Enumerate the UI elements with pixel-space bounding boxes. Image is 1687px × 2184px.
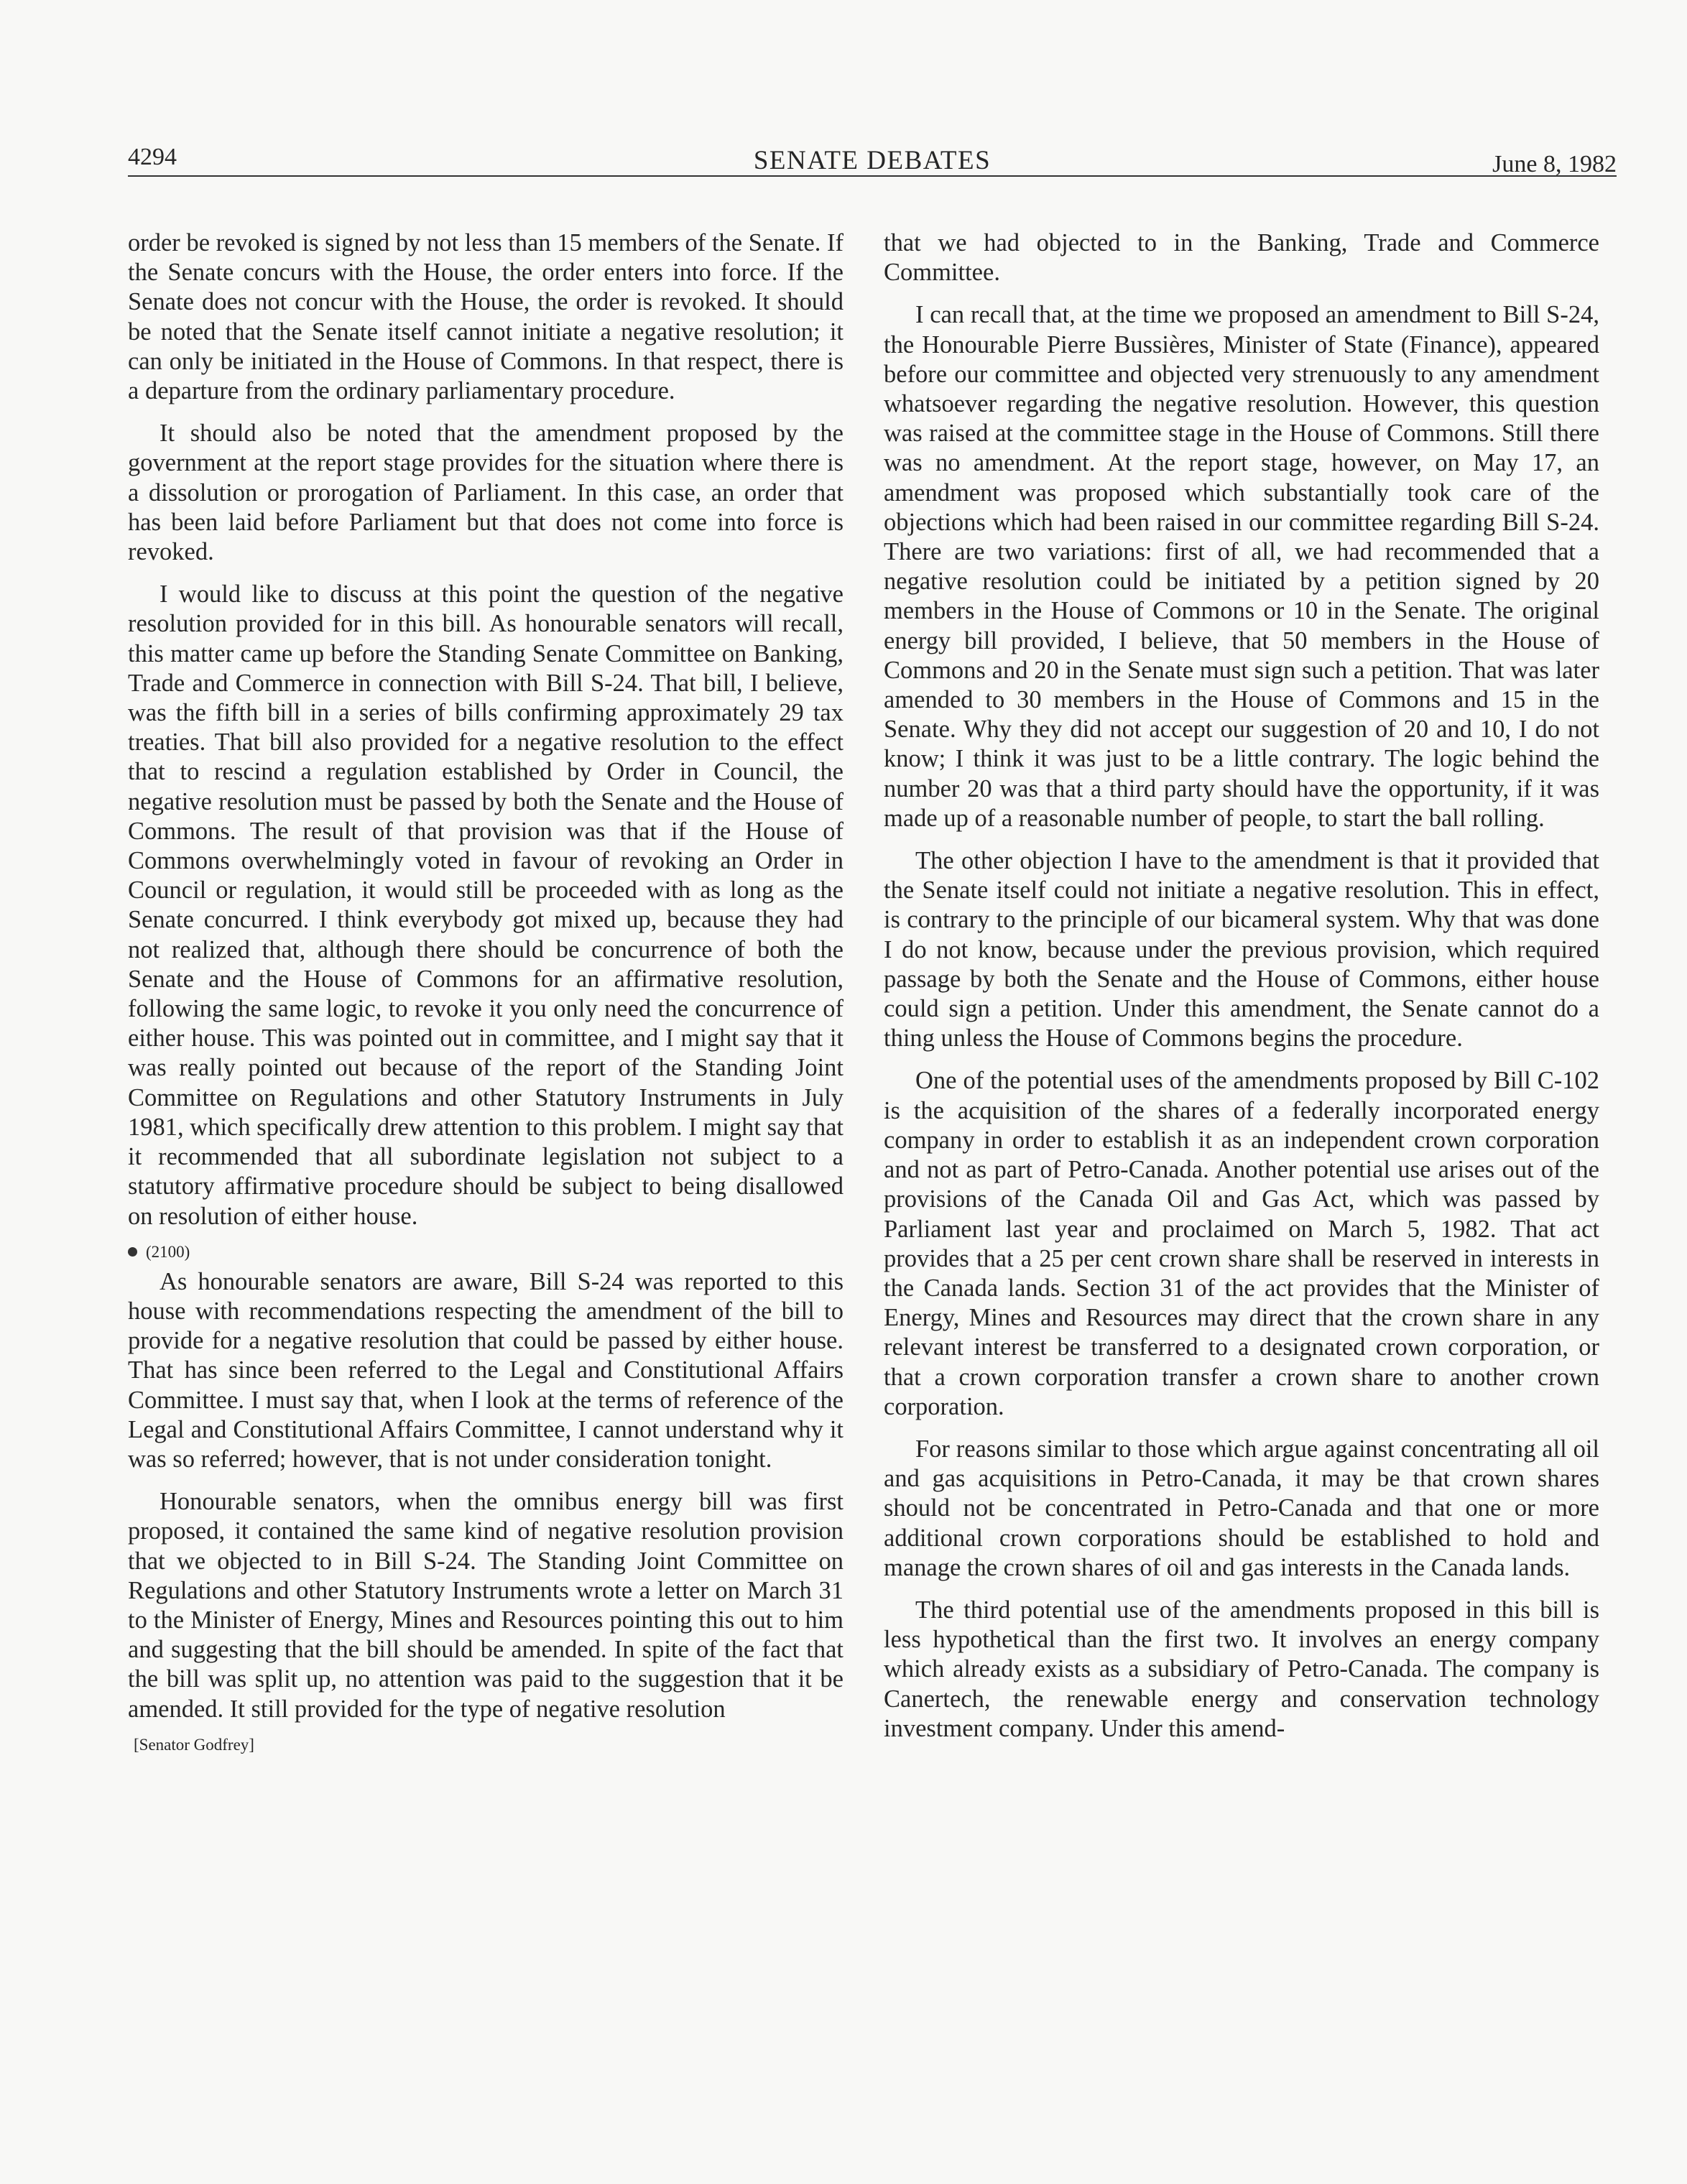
publication-title: SENATE DEBATES	[753, 146, 992, 175]
paragraph: that we had objected to in the Banking, Trade and Commerce Committee.	[884, 229, 1599, 287]
paragraph: The third potential use of the amendments proposed in this bill is less hypothetical than the first two. It involves an energy company which already exists as a subsidiary of Petro-Canada. The company is Canertech, the renewable energy and conservation technology investment company. Under this amend-	[884, 1596, 1599, 1742]
paragraph: The other objection I have to the amendment is that it provided that the Senate itself could not initiate a negative resolution. This in effect, is contrary to the principle of our bicameral system. Why that was done I do not know, because under the previous provision, which required passage by both the Senate and the House of Commons, either house could sign a petition. Under this amendment, the Senate cannot do a thing unless the House of Commons begins the procedure.	[884, 847, 1599, 1052]
time-marker	[128, 1241, 844, 1263]
paragraph: I can recall that, at the time we proposed an amendment to Bill S-24, the Honourable Pierre Bussières, Minister of State (Finance), appeared before our committee and objected very strenuously to any amendment whatsoever regarding the negative resolution. However, this question was raised at the committee stage in the House of Commons. Still there was no amendment. At the report stage, however, on May 17, an amendment was proposed which substantially took care of the objections which had been raised in our committee regarding Bill S-24. There are two variations: first of all, we had recommended that a negative resolution could be initiated by a petition signed by 20 members in the House of Commons or 10 in the Senate. The original energy bill provided, I believe, that 50 members in the House of Commons and 20 in the Senate must sign such a petition. That was later amended to 30 members in the House of Commons and 15 in the Senate. Why they did not accept our suggestion of 20 and 10, I do not know; I think it was just to be a little contrary. The logic behind the number 20 was that a third party should have the opportunity, if it was made up of a reasonable number of people, to start the ball rolling.	[884, 301, 1599, 832]
paragraph: order be revoked is signed by not less than 15 members of the Senate. If the Senate concurs with the House, the order enters into force. If the Senate does not concur with the House, the order is revoked. It should be noted that the Senate itself cannot initiate a negative resolution; it can only be initiated in the House of Commons. In that respect, there is a departure from the ordinary parliamentary procedure.	[128, 229, 844, 405]
header-rule	[128, 175, 1617, 177]
paragraph: One of the potential uses of the amendments proposed by Bill C-102 is the acquisition of the shares of a federally incorporated energy company in order to establish it as an independent crown corporation and not as part of Petro-Canada. Another potential use arises out of the provisions of the Canada Oil and Gas Act, which was passed by Parliament last year and proclaimed on March 5, 1982. That act provides that a 25 per cent crown share shall be reserved in interests in the Canada lands. Section 31 of the act provides that the Minister of Energy, Mines and Resources may direct that the crown share in any relevant interest be transferred to a designated crown corporation, or that a crown corporation transfer a crown share to another crown corporation.	[884, 1067, 1599, 1420]
page-header	[128, 138, 1617, 175]
speaker-attribution: [Senator Godfrey]	[134, 1735, 254, 1754]
bullet-icon	[128, 1247, 137, 1257]
publication-date: June 8, 1982	[1492, 151, 1617, 177]
paragraph: I would like to discuss at this point the question of the negative resolution provided for in this bill. As honourable senators will recall, this matter came up before the Standing Senate Committee on Banking, Trade and Commerce in connection with Bill S-24. That bill, I believe, was the fifth bill in a series of bills confirming approximately 29 tax treaties. That bill also provided for a negative resolution to the effect that to rescind a regulation established by Order in Council, the negative resolution must be passed by both the Senate and the House of Commons. The result of that provision was that if the House of Commons overwhelmingly voted in favour of revoking an Order in Council or regulation, it would still be proceeded with as long as the Senate concurred. I think everybody got mixed up, because they had not realized that, although there should be concurrence of both the Senate and the House of Commons for an affirmative resolution, following the same logic, to revoke it you only need the concurrence of either house. This was pointed out in committee, and I might say that it was really pointed out because of the report of the Standing Joint Committee on Regulations and other Statutory Instruments in July 1981, which specifically drew attention to this problem. I might say that it recommended that all subordinate legislation not subject to a statutory affirmative procedure should be subject to being disallowed on resolution of either house.	[128, 580, 844, 1230]
paragraph: Honourable senators, when the omnibus energy bill was first proposed, it contained the same kind of negative resolution provision that we objected to in Bill S-24. The Standing Joint Committee on Regulations and other Statutory Instruments wrote a letter on March 31 to the Minister of Energy, Mines and Resources pointing this out to him and suggesting that the bill should be amended. In spite of the fact that the bill was split up, no attention was paid to the suggestion that it be amended. It still provided for the type of negative resolution	[128, 1488, 844, 1723]
time-marker-label: (2100)	[146, 1242, 190, 1261]
left-column	[128, 228, 844, 1756]
paragraph: It should also be noted that the amendment proposed by the government at the report stage provides for the situation where there is a dissolution or prorogation of Parliament. In this case, an order that has been laid before Parliament but that does not come into force is revoked.	[128, 420, 844, 566]
paragraph: For reasons similar to those which argue against concentrating all oil and gas acquisitions in Petro-Canada, it may be that crown shares should not be concentrated in Petro-Canada and that one or more additional crown corporations should be established to hold and manage the crown shares of oil and gas interests in the Canada lands.	[884, 1435, 1599, 1581]
page-number: 4294	[128, 144, 177, 170]
right-column	[884, 228, 1599, 1744]
paragraph: As honourable senators are aware, Bill S-24 was reported to this house with recommendations respecting the amendment of the bill to provide for a negative resolution that could be passed by either house. That has since been referred to the Legal and Constitutional Affairs Committee. I must say that, when I look at the terms of reference of the Legal and Constitutional Affairs Committee, I cannot understand why it was so referred; however, that is not under consideration tonight.	[128, 1267, 844, 1473]
